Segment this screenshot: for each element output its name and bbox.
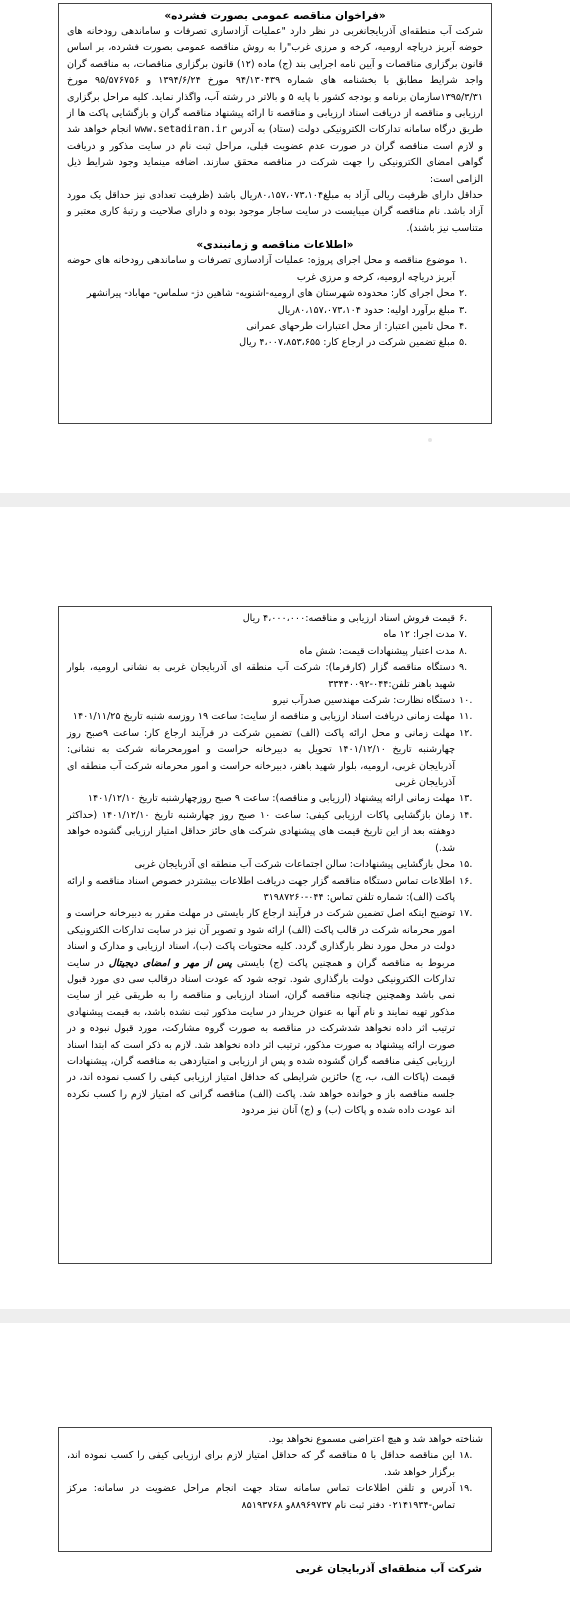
- item-number: .۹: [459, 662, 468, 674]
- item17-continuation: شناخته خواهد شد و هیچ اعتراضی مسموع نخواهد بود.: [268, 1434, 483, 1445]
- list-item: [67, 874, 483, 907]
- item-number: .۱۰: [459, 695, 473, 707]
- item-text: محل اجرای کار: محدوده شهرستان های ارومیه-اشنویه- شاهین دژ- سلماس- مهاباد- پیرانشهر: [86, 288, 455, 300]
- capacity-requirement: حداقل دارای ظرفیت ریالی آزاد به مبلغ۸۰،۱۵۷،۰۷۳،۱۰۴ریال باشد (ظرفیت تعدادی نیز حداقل یک مورد آزاد باشد. نام مناقصه گران میبایست در سایت ساجار موجود بوده و دارای صلاحیت و رتبهٔ کاری معتبر و متناسب نیز باشند).: [67, 190, 483, 234]
- item17-text-2: در سایت تدارکات الکترونیکی دولت بارگذاری شود. توجه شود که عودت اسناد درقالب سی دی مورد قبول نمی باشد وهمچنین چنانچه مناقصه گران، اسناد ارزیابی و مناقصه را به طریقی غیر از سایت مذکور تهیه نمایند و نام آنها به عنوان خریدار در سایت مذکور ثبت نشده باشد، به قیمت پیشنهادی ترتیب اثر داده نخواهد شدشرکت در مناقصه به صورت گروه مشارکت، مورد قبول نبوده و در صورت ارائه پیشنهاد به صورت مذکور، ترتیب اثر داده نخواهد شد. لازم به ذکر است که ابتدا اسناد ارزیابی کیفی مناقصه گران گشوده شده و پس از ارزیابی و امتیازدهی به مناقصه گران، پیشنهادات قیمت (پاکات الف، ب، ج) حائزین شرایطی که حداقل امتیاز ارزیابی کیفی را کسب نموده اند، در جلسه مناقصه باز و خوانده خواهد شد. پاکت (الف) مناقصه گرانی که امتیاز لازم را کسب نکرده اند عودت داده شده و پاکات (ب) و (ج) آنان نیز مردود: [67, 957, 455, 1117]
- item-text: مبلغ برآورد اولیه: حدود ۸۰،۱۵۷،۰۷۳،۱۰۴ریال: [277, 304, 455, 316]
- tender-closing-box: [58, 1427, 492, 1552]
- list-item: [67, 808, 483, 857]
- list-item: [67, 611, 483, 627]
- item-number: .۷: [459, 629, 468, 641]
- list-item: [67, 1481, 483, 1514]
- page-separator: [0, 493, 570, 507]
- list-item-17: [67, 906, 483, 1119]
- item-number: .۸: [459, 645, 468, 657]
- item-number: .۱۲: [459, 727, 473, 739]
- item-number: .۴: [459, 320, 468, 332]
- item-text: زمان بازگشایی پاکات ارزیابی کیفی: ساعت ۱۰ صبح روز چهارشنبه تاریخ ۱۴۰۱/۱۲/۱۰ (حداکثر دوهفته بعد از این تاریخ قیمت های پیشنهادی شرکت های حائز حداقل امتیاز ارزیابی گشوده خواهد شد.): [67, 809, 455, 854]
- item-number: .۳: [459, 304, 468, 316]
- notice-title: «فراخوان مناقصه عمومی بصورت فشرده»: [164, 10, 386, 22]
- item-number: .۱۶: [459, 875, 473, 887]
- item17-text-1: توضیح اینکه اصل تضمین شرکت در فرآیند ارجاع کار بایستی در مهلت مقرر به دبیرخانه حراست و امور محرمانه شرکت در قالب پاکت (الف) ارائه شود و تصویر آن نیز در سایت تدارکات الکترونیکی دولت در محل مورد نظر بارگذاری گردد. کلیه محتویات پاکت (ب)، اسناد ارزیابی و مدارک و اسناد مربوط به مناقصه گران و همچنین پاکت (ج) بایستی: [67, 908, 455, 969]
- company-signature: شرکت آب منطقه‌ای آذربایجان غربی: [295, 1563, 482, 1575]
- intro-text-2: انجام خواهد شد و لازم است مناقصه گران در صورت عدم عضویت قبلی، مراحل ثبت نام در سایت مذکور و دریافت گواهی امضای الکترونیکی را جهت شرکت در مناقصه محقق سازند. اضافه مینماید وجود شرایط ذیل الزامی است:: [67, 124, 483, 185]
- item-number: .۶: [459, 613, 468, 624]
- item-text: این مناقصه حداقل با ۵ مناقصه گر که حداقل امتیاز لازم برای ارزیابی کیفی را کسب نموده اند، برگزار خواهد شد.: [67, 1450, 456, 1478]
- list-item: [67, 693, 483, 709]
- list-item: [67, 627, 483, 643]
- item-number: .۱۱: [459, 711, 473, 723]
- item-text: مدت اعتبار پیشنهادات قیمت: شش ماه: [299, 645, 455, 657]
- item-number: .۱۷: [459, 908, 473, 920]
- item-text: مهلت زمانی ارائه پیشنهاد (ارزیابی و مناقصه): ساعت ۹ صبح روزچهارشنبه تاریخ ۱۴۰۱/۱۲/۱۰: [87, 793, 455, 805]
- item-text: آدرس و تلفن اطلاعات تماس سامانه ستاد جهت انجام مراحل عضویت در سامانه: مرکز تماس-۰۲۱۴۱۹۳۴ دفتر ثبت نام ۸۸۹۶۹۷۳۷و ۸۵۱۹۳۷۶۸: [67, 1483, 455, 1511]
- item-number: .۵: [459, 337, 468, 349]
- intro-text-1: شرکت آب منطقه‌ای آذربایجانغربی در نظر دارد "عملیات آزادسازی تصرفات و ساماندهی رودخانه های حوضه آبریز دریاچه ارومیه، کرخه و مرزی غرب"را به روش مناقصه عمومی بصورت فشرده، بر اساس قانون برگزاری مناقصات و آیین نامه اجرایی بند (ج) ماده (۱۲) قانون برگزاری مناقصات، به مناقصه گران واجد شرایط مطابق با بخشنامه های شماره ۹۴/۱۳۰۴۳۹ مورخ ۱۳۹۴/۶/۲۴ و ۹۵/۵۷۶۷۵۶ مورخ ۱۳۹۵/۳/۳۱سازمان برنامه و بودجه کشور با پایه ۵ و بالاتر در رشته آب، واگذار نماید. کلیه مراحل برگزاری ارزیابی و مناقصه از دریافت اسناد ارزیابی و مناقصه تا ارائه پیشنهاد مناقصه گران و بازگشایی پاکت ها از طریق درگاه سامانه تدارکات الکترونیکی دولت (ستاد) به آدرس: [67, 26, 483, 136]
- list-item: [67, 253, 483, 286]
- tender-notice-box: [58, 3, 492, 424]
- item-number: .۱۹: [459, 1483, 473, 1495]
- items-list-page-2: [67, 611, 483, 1120]
- list-item: [67, 644, 483, 660]
- list-item: [67, 335, 483, 351]
- item-text: موضوع مناقصه و محل اجرای پروژه: عملیات آزادسازی تصرفات و ساماندهی رودخانه های حوضه آبریز دریاچه ارومیه، کرخه و مرزی غرب: [67, 255, 455, 283]
- item-number: .۲: [459, 288, 468, 300]
- list-item: [67, 660, 483, 693]
- list-item: [67, 726, 483, 792]
- page-separator: [0, 1309, 570, 1323]
- scan-dot: [428, 438, 432, 442]
- item-text: دستگاه مناقصه گزار (کارفرما): شرکت آب منطقه ای آذربایجان غربی به نشانی ارومیه، بلوار شهید باهنر تلفن:۰۴۴-۳۳۴۴۰۰۹۲: [67, 662, 455, 690]
- section-title: «اطلاعات مناقصه و زمانبندی»: [196, 239, 354, 252]
- item-text: [67, 906, 455, 1119]
- item-text: مبلغ تضمین شرکت در ارجاع کار: ۴،۰۰۷،۸۵۳،۶۵۵ ریال: [239, 337, 455, 349]
- document-page-1: [0, 0, 570, 493]
- item-number: .۱۵: [459, 859, 473, 871]
- setad-website-link[interactable]: www.setadiran.ir: [134, 124, 228, 136]
- item-text: دستگاه نظارت: شرکت مهندسین صدرآب نیرو: [272, 695, 455, 707]
- list-item: [67, 1448, 483, 1481]
- document-page-2: [0, 507, 570, 1309]
- list-item: [67, 303, 483, 319]
- item-text: محل تامین اعتبار: از محل اعتبارات طرحهای عمرانی: [246, 320, 455, 332]
- intro-paragraph: [67, 24, 483, 188]
- list-item: [67, 319, 483, 335]
- item-text: قیمت فروش اسناد ارزیابی و مناقصه:۴،۰۰۰،۰۰۰ ریال: [242, 613, 455, 624]
- item-number: .۱: [459, 255, 468, 267]
- document-page-3: [0, 1323, 570, 1600]
- item-text: اطلاعات تماس دستگاه مناقصه گزار جهت دریافت اطلاعات بیشتردر خصوص اسناد مناقصه و ارائه پاکت (الف): شماره تلفن تماس: ۰۴۴-۳۱۹۸۷۲۶۰: [67, 875, 455, 903]
- digital-signature-emphasis: پس از مهر و امضای دیجیتال: [108, 957, 232, 969]
- items-list-page-1: [67, 253, 483, 351]
- list-item: [67, 286, 483, 302]
- item-text: محل بازگشایی پیشنهادات: سالن اجتماعات شرکت آب منطقه ای آذربایجان غربی: [134, 859, 455, 871]
- item-text: مهلت زمانی و محل ارائه پاکت (الف) تضمین شرکت در فرآیند ارجاع کار: ساعت ۹صبح روز چهارشنبه تاریخ ۱۴۰۱/۱۲/۱۰ تحویل به دبیرخانه حراست و امورمحرمانه شرکت به نشانی: آذربایجان غربی، ارومیه، بلوار شهید باهنر، دبیرخانه حراست و امور محرمانه شرکت آب منطقه ای آذربایجان غربی: [67, 727, 455, 789]
- item-text: مدت اجرا: ۱۲ ماه: [383, 629, 455, 641]
- item-number: .۱۸: [459, 1450, 473, 1462]
- item-number: .۱۴: [459, 809, 473, 821]
- item-number: .۱۳: [459, 793, 473, 805]
- item-text: مهلت زمانی دریافت اسناد ارزیابی و مناقصه از سایت: ساعت ۱۹ روزسه شنبه تاریخ ۱۴۰۱/۱۱/۲۵: [72, 711, 455, 723]
- tender-details-box: [58, 606, 492, 1264]
- list-item: [67, 791, 483, 807]
- list-item: [67, 709, 483, 725]
- list-item: [67, 857, 483, 873]
